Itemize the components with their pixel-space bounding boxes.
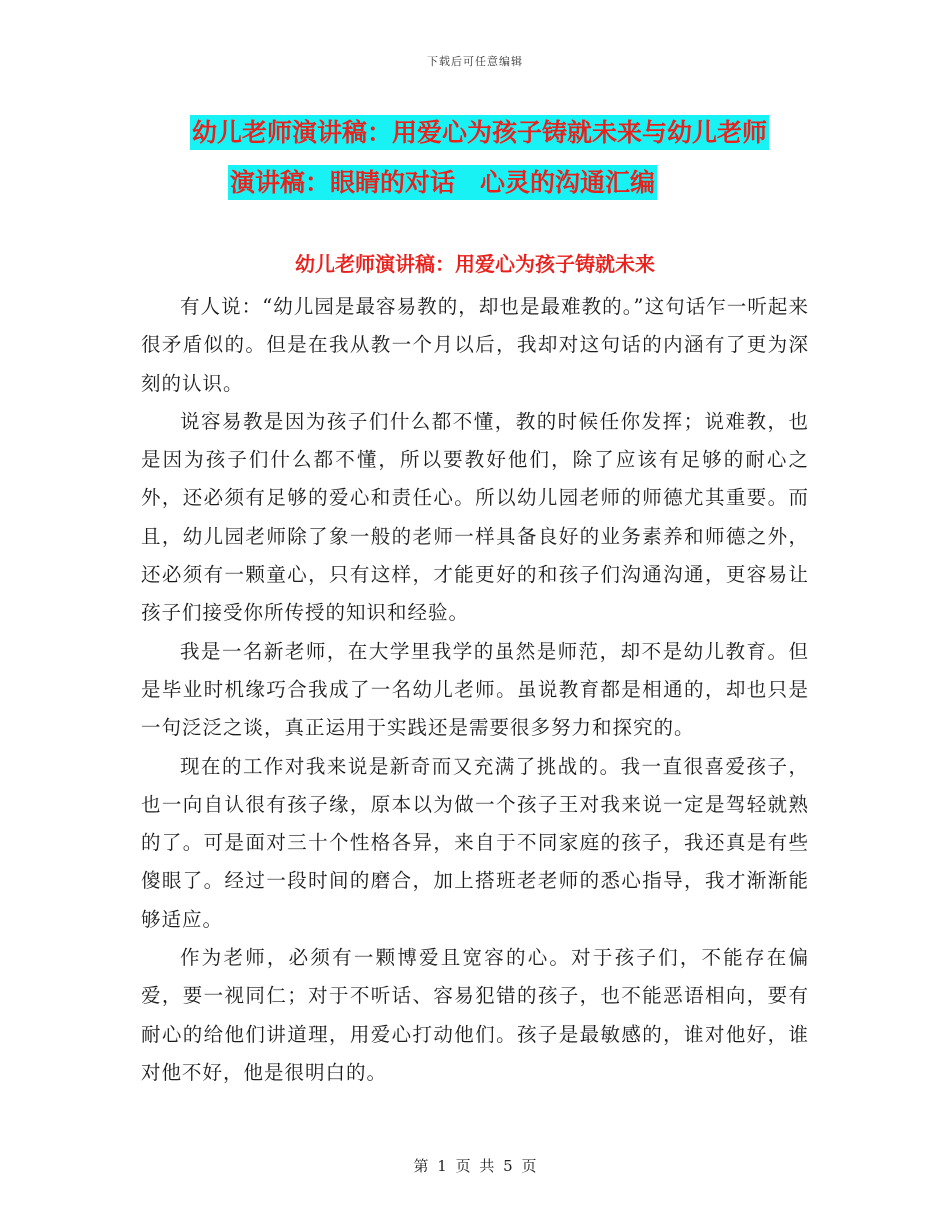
section-title: 幼儿老师演讲稿：用爱心为孩子铸就未来 (295, 252, 655, 276)
paragraph: 我是一名新老师，在大学里我学的虽然是师范，却不是幼儿教育。但是毕业时机缘巧合我成了一名幼儿老师。虽说教育都是相通的，却也只是一句泛泛之谈，真正运用于实践还是需要很多努力和探究的。 (141, 639, 809, 740)
document-title-line-1: 幼儿老师演讲稿：用爱心为孩子铸就未来与幼儿老师 (190, 115, 769, 150)
document-body (141, 288, 809, 1092)
paragraph: 现在的工作对我来说是新奇而又充满了挑战的。我一直很喜爱孩子，也一向自认很有孩子缘，原本以为做一个孩子王对我来说一定是驾轻就熟的了。可是面对三十个性格各异，来自于不同家庭的孩子，我还真是有些傻眼了。经过一段时间的磨合，加上搭班老老师的悉心指导，我才渐渐能够适应。 (141, 754, 809, 931)
paragraph: 说容易教是因为孩子们什么都不懂，教的时候任你发挥；说难教，也是因为孩子们什么都不懂，所以要教好他们，除了应该有足够的耐心之外，还必须有足够的爱心和责任心。所以幼儿园老师的师德尤其重要。而且，幼儿园老师除了象一般的老师一样具备良好的业务素养和师德之外，还必须有一颗童心，只有这样，才能更好的和孩子们沟通沟通，更容易让孩子们接受你所传授的知识和经验。 (141, 409, 809, 625)
header-note: 下载后可任意编辑 (427, 55, 523, 68)
paragraph: 有人说：“幼儿园是最容易教的，却也是最难教的。”这句话乍一听起来很矛盾似的。但是在我从教一个月以后，我却对这句话的内涵有了更为深刻的认识。 (141, 295, 809, 395)
paragraph: 作为老师，必须有一颗博爱且宽容的心。对于孩子们，不能存在偏爱，要一视同仁；对于不听话、容易犯错的孩子，也不能恶语相向，要有耐心的给他们讲道理，用爱心打动他们。孩子是最敏感的，谁对他好，谁对他不好，他是很明白的。 (141, 946, 809, 1084)
document-title-line-2: 演讲稿：眼睛的对话 心灵的沟通汇编 (228, 165, 657, 200)
document-title (190, 108, 810, 208)
page-number: 第 1 页 共 5 页 (413, 1157, 537, 1175)
